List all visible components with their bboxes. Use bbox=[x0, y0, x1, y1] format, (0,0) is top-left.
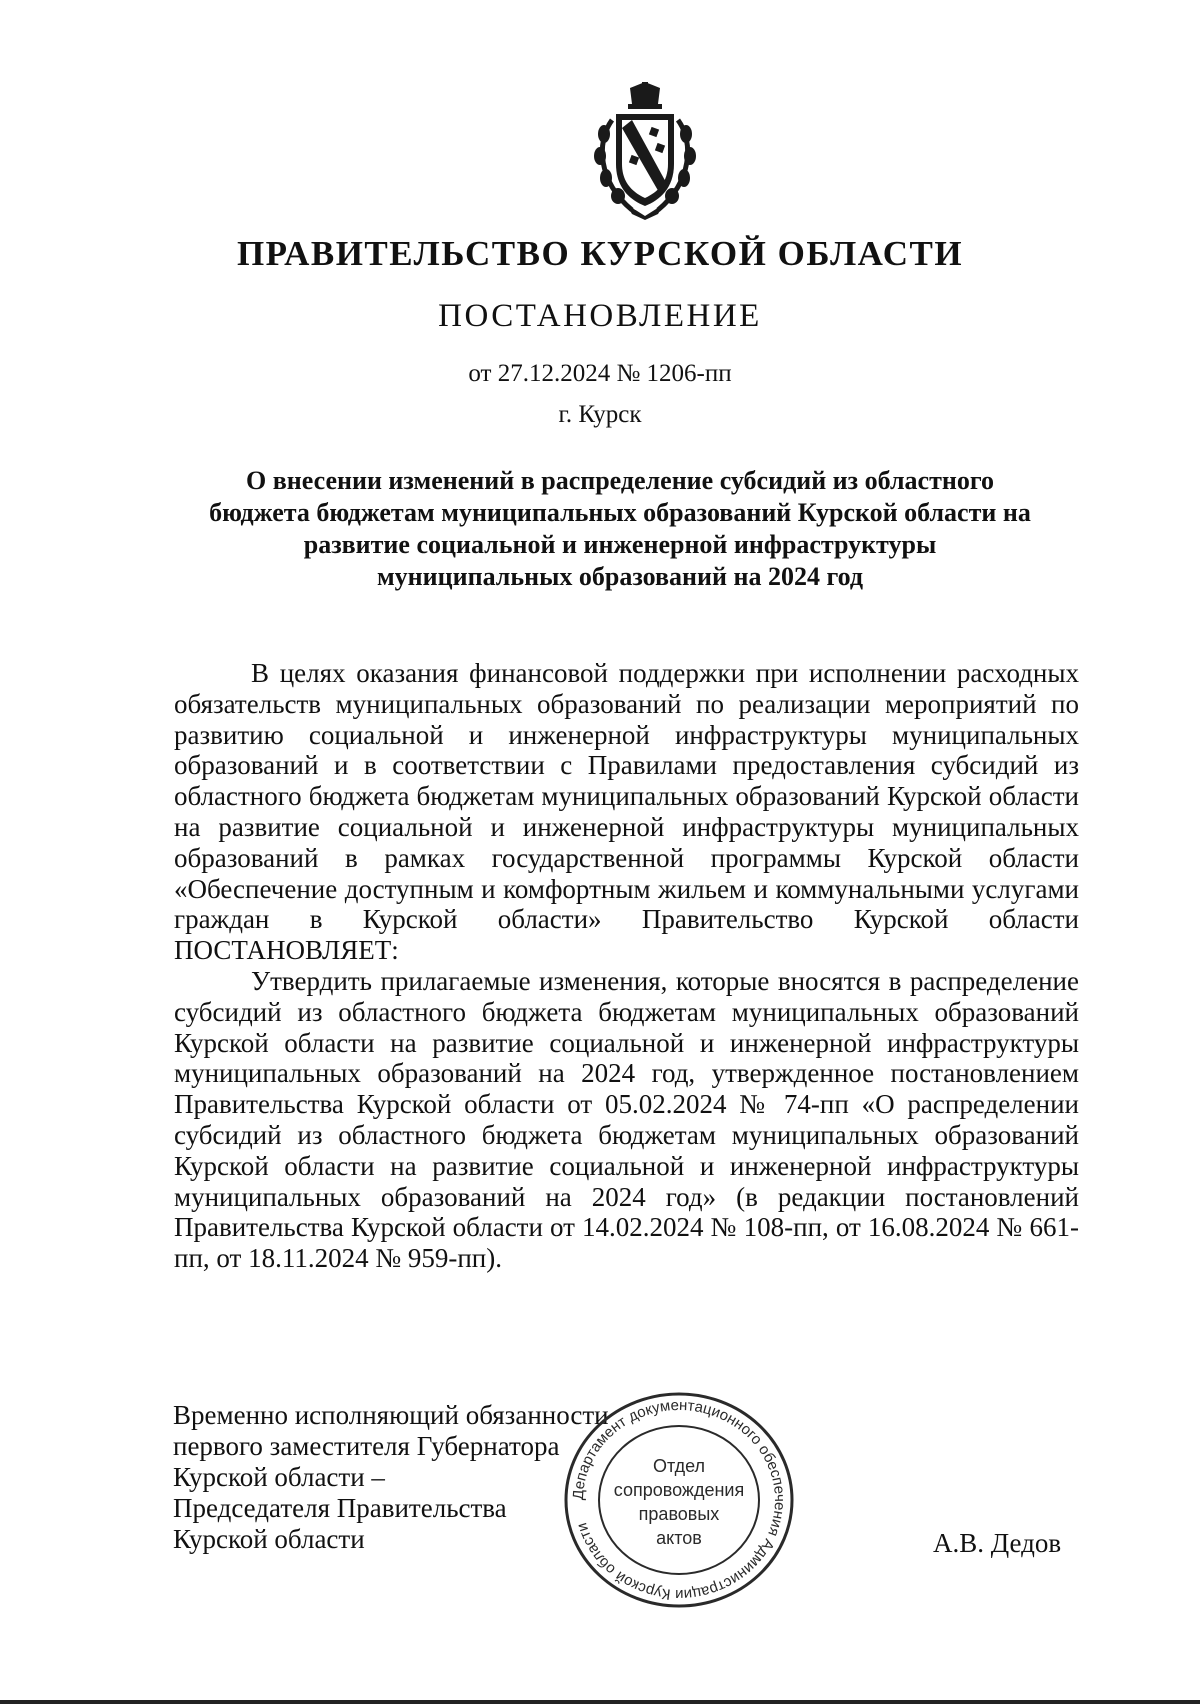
document-date-number: от 27.12.2024 № 1206-пп bbox=[468, 360, 732, 387]
stamp-ring-text: Департамент документационного обеспечения Администрации Курской области bbox=[569, 1396, 789, 1604]
position-line: Временно исполняющий обязанности bbox=[173, 1400, 609, 1430]
page-bottom-edge bbox=[0, 1700, 1200, 1704]
stamp-center-line: Отдел bbox=[652, 1456, 706, 1476]
government-title: ПРАВИТЕЛЬСТВО КУРСКОЙ ОБЛАСТИ bbox=[236, 234, 964, 273]
stamp-center-line: правовых bbox=[638, 1504, 720, 1524]
position-line: Председателя Правительства bbox=[173, 1493, 507, 1523]
stamp-center-line: актов bbox=[656, 1528, 702, 1548]
heading-line: бюджета бюджетам муниципальных образований Курской области на bbox=[209, 498, 1031, 527]
position-line: первого заместителя Губернатора bbox=[173, 1431, 560, 1461]
document-body bbox=[174, 658, 1079, 1274]
official-stamp bbox=[560, 1390, 798, 1610]
document-city: г. Курск bbox=[558, 401, 642, 428]
position-line: Курской области bbox=[173, 1524, 365, 1554]
stamp-center-line: сопровождения bbox=[613, 1480, 745, 1500]
heading-line: развитие социальной и инженерной инфраструктуры bbox=[303, 530, 937, 559]
heading-line: О внесении изменений в распределение субсидий из областного bbox=[245, 466, 995, 495]
document-type: ПОСТАНОВЛЕНИЕ bbox=[438, 298, 762, 334]
body-paragraph: Утвердить прилагаемые изменения, которые вносятся в распределение субсидий из областного бюджета бюджетам муниципальных образований Курской области на развитие социальной и инженерной инфраструктуры муниципальных образований на 2024 год, утвержденное постановлением Правительства Курской области от 05.02.2024 № 74-пп «О распределении субсидий из областного бюджета бюджетам муниципальных образований Курской области на развитие социальной и инженерной инфраструктуры муниципальных образований на 2024 год» (в редакции постановлений Правительства Курской области от 14.02.2024 № 108-пп, от 16.08.2024 № 661-пп, от 18.11.2024 № 959-пп). bbox=[174, 965, 1079, 1274]
signer-name: А.В. Дедов bbox=[933, 1528, 1062, 1558]
position-line: Курской области – bbox=[173, 1462, 385, 1492]
body-paragraph: В целях оказания финансовой поддержки при исполнении расходных обязательств муниципальных образований по реализации мероприятий по развитию социальной и инженерной инфраструктуры муниципальных образований и в соответствии с Правилами предоставления субсидий из областного бюджета бюджетам муниципальных образований Курской области на развитие социальной и инженерной инфраструктуры муниципальных образований в рамках государственной программы Курской области «Обеспечение доступным и комфортным жильем и коммунальными услугами граждан в Курской области» Правительство Курской области ПОСТАНОВЛЯЕТ: bbox=[174, 658, 1079, 966]
heading-line: муниципальных образований на 2024 год bbox=[376, 562, 864, 591]
document-heading bbox=[160, 465, 1080, 593]
coat-of-arms-icon bbox=[592, 82, 698, 220]
